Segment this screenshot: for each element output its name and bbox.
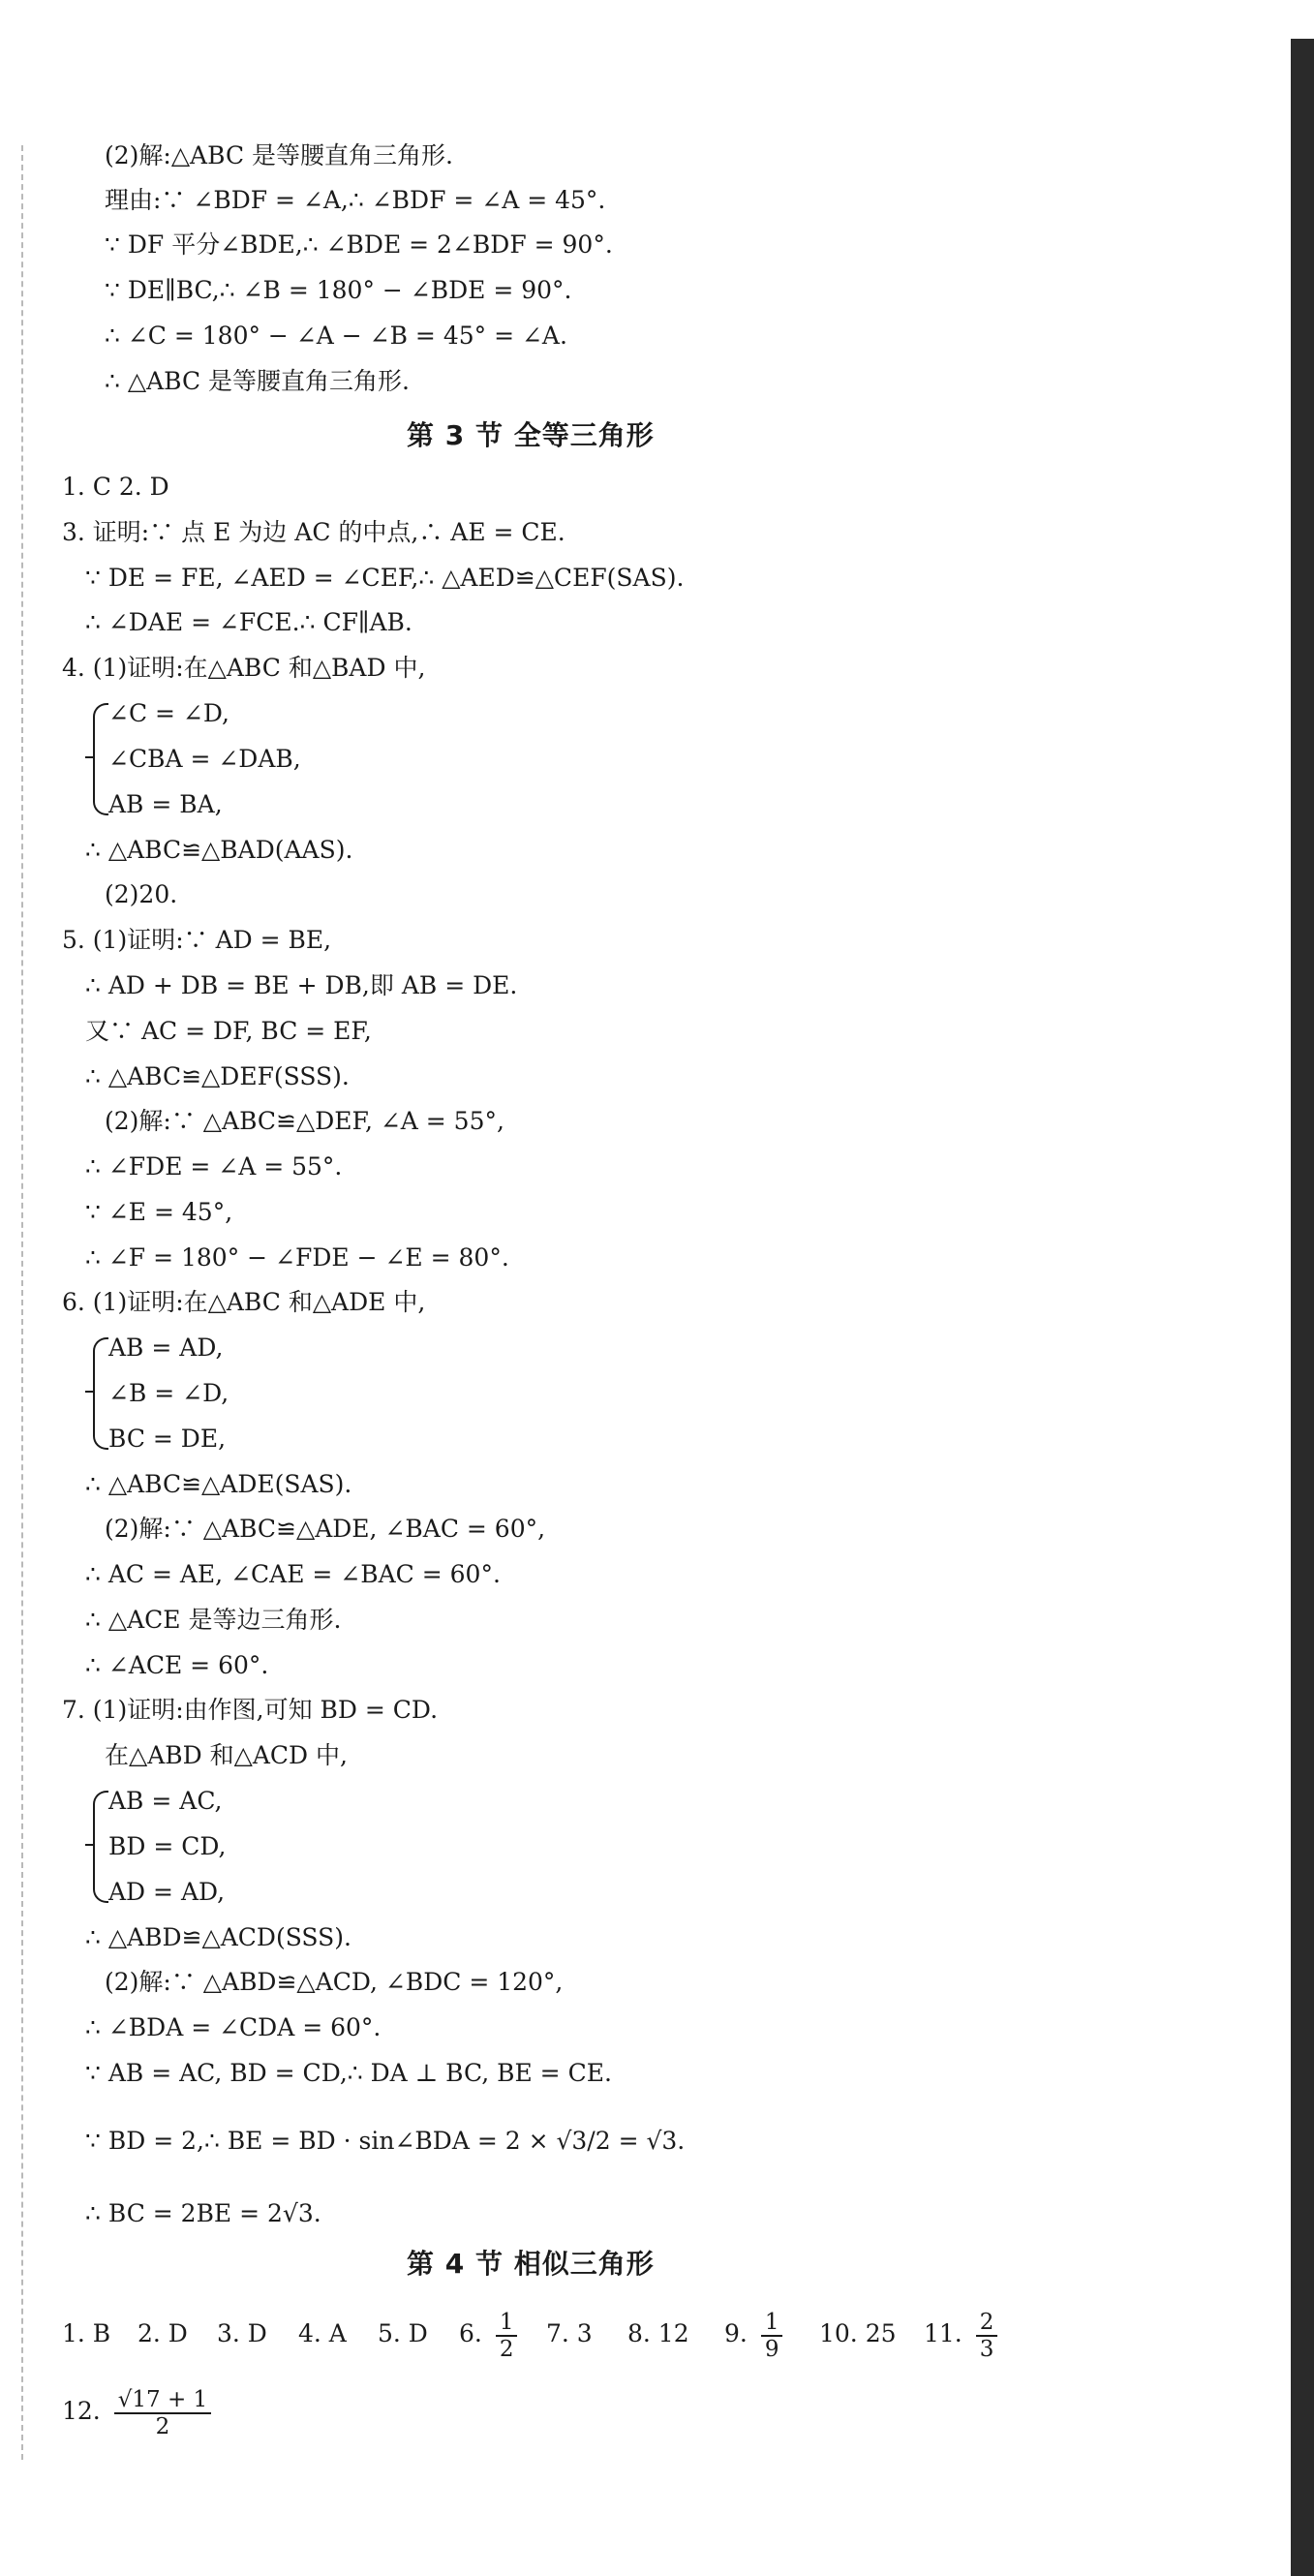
- text-line: ∴ △ABC≌△BAD(AAS).: [85, 836, 353, 864]
- text-line: ∴ △ACE 是等边三角形.: [85, 1606, 342, 1634]
- answer-6-label: 6.: [459, 2319, 482, 2347]
- condition-line: AB = AD,: [108, 1334, 224, 1362]
- text-line: ∴ BC = 2BE = 2√3.: [85, 2199, 321, 2227]
- answer-1: 1. B: [62, 2319, 111, 2347]
- answer-7: 7. 3: [546, 2319, 593, 2347]
- section-3-title: 第 3 节 全等三角形: [407, 419, 655, 451]
- text-line: ∴ ∠BDA = ∠CDA = 60°.: [85, 2013, 382, 2041]
- fraction-denominator: 2: [499, 2336, 514, 2362]
- text-line: ∴ AC = AE, ∠CAE = ∠BAC = 60°.: [85, 1560, 501, 1588]
- text-line: ∵ BD = 2,∴ BE = BD · sin∠BDA = 2 × √3/2 = √3.: [85, 2127, 686, 2155]
- text-line: ∴ ∠F = 180° − ∠FDE − ∠E = 80°.: [85, 1243, 509, 1272]
- text-line: ∴ △ABD≌△ACD(SSS).: [85, 1923, 351, 1951]
- answer-line: 1. C 2. D: [62, 473, 169, 501]
- answer-11-label: 11.: [924, 2319, 963, 2347]
- section-4-title: 第 4 节 相似三角形: [407, 2248, 655, 2280]
- condition-line: AB = AC,: [108, 1787, 223, 1815]
- text-line: (2)解:△ABC 是等腰直角三角形.: [105, 141, 453, 169]
- condition-line: BD = CD,: [108, 1832, 227, 1860]
- condition-line: ∠CBA = ∠DAB,: [108, 745, 301, 773]
- answer-12: [62, 2382, 211, 2440]
- text-line: ∴ △ABC≌△DEF(SSS).: [85, 1062, 350, 1090]
- condition-line: AD = AD,: [108, 1878, 226, 1906]
- answer-4: 4. A: [298, 2319, 347, 2347]
- text-line: 理由:∵ ∠BDF = ∠A,∴ ∠BDF = ∠A = 45°.: [105, 186, 606, 214]
- text-line: 4. (1)证明:在△ABC 和△BAD 中,: [62, 654, 426, 682]
- system-brace: [93, 703, 108, 815]
- text-line: ∴ ∠DAE = ∠FCE.∴ CF∥AB.: [85, 608, 413, 636]
- text-line: ∴ △ABC 是等腰直角三角形.: [105, 367, 410, 395]
- text-line: 6. (1)证明:在△ABC 和△ADE 中,: [62, 1288, 426, 1316]
- text-line: 3. 证明:∵ 点 E 为边 AC 的中点,∴ AE = CE.: [62, 518, 565, 546]
- answer-9: [724, 2305, 782, 2363]
- answer-8: 8. 12: [627, 2319, 689, 2347]
- text-line: 5. (1)证明:∵ AD = BE,: [62, 926, 332, 954]
- text-line: ∴ ∠FDE = ∠A = 55°.: [85, 1152, 343, 1181]
- text-line: ∴ AD + DB = BE + DB,即 AB = DE.: [85, 971, 518, 999]
- binding-dash-line: [21, 145, 23, 2460]
- fraction-denominator: 3: [979, 2336, 994, 2362]
- system-brace-tick: [85, 1844, 94, 1846]
- text-line: (2)解:∵ △ABC≌△ADE, ∠BAC = 60°,: [105, 1515, 546, 1543]
- answer-9-label: 9.: [724, 2319, 748, 2347]
- condition-line: ∠B = ∠D,: [108, 1379, 229, 1407]
- system-brace-tick: [85, 1391, 94, 1393]
- fraction-denominator: 9: [764, 2336, 779, 2362]
- system-brace: [93, 1791, 108, 1903]
- answer-12-label: 12.: [62, 2397, 101, 2425]
- answer-12-fraction: [114, 2387, 211, 2439]
- system-brace: [93, 1337, 108, 1450]
- answer-6: [459, 2305, 517, 2363]
- answer-6-fraction: [496, 2310, 518, 2362]
- answer-5: 5. D: [378, 2319, 428, 2347]
- fraction-numerator: 1: [761, 2310, 783, 2337]
- text-line: ∵ AB = AC, BD = CD,∴ DA ⊥ BC, BE = CE.: [85, 2059, 612, 2087]
- text-line: 在△ABD 和△ACD 中,: [105, 1741, 348, 1769]
- text-line: (2)20.: [105, 880, 178, 908]
- text-line: ∴ ∠C = 180° − ∠A − ∠B = 45° = ∠A.: [105, 322, 567, 350]
- text-line: ∵ DE = FE, ∠AED = ∠CEF,∴ △AED≌△CEF(SAS).: [85, 564, 685, 592]
- text-line: 又∵ AC = DF, BC = EF,: [85, 1017, 372, 1045]
- text-line: ∵ DE∥BC,∴ ∠B = 180° − ∠BDE = 90°.: [105, 276, 572, 304]
- condition-line: BC = DE,: [108, 1425, 227, 1453]
- text-line: ∵ DF 平分∠BDE,∴ ∠BDE = 2∠BDF = 90°.: [105, 230, 613, 259]
- fraction-denominator: 2: [155, 2413, 170, 2439]
- answer-11: [924, 2305, 997, 2363]
- condition-line: AB = BA,: [108, 790, 223, 818]
- text-line: ∴ △ABC≌△ADE(SAS).: [85, 1470, 352, 1498]
- text-line: ∴ ∠ACE = 60°.: [85, 1651, 269, 1679]
- fraction-numerator: 2: [976, 2310, 998, 2337]
- page-edge-shadow: [1291, 39, 1314, 2576]
- answer-3: 3. D: [217, 2319, 267, 2347]
- answer-11-fraction: [976, 2310, 998, 2362]
- fraction-numerator: 1: [496, 2310, 518, 2337]
- section-4-answers: [62, 2305, 1030, 2363]
- fraction-numerator: √17 + 1: [114, 2387, 211, 2414]
- text-line: 7. (1)证明:由作图,可知 BD = CD.: [62, 1696, 439, 1724]
- text-line: (2)解:∵ △ABC≌△DEF, ∠A = 55°,: [105, 1107, 504, 1135]
- answer-2: 2. D: [138, 2319, 188, 2347]
- condition-line: ∠C = ∠D,: [108, 699, 229, 727]
- text-line: ∵ ∠E = 45°,: [85, 1198, 233, 1226]
- answer-10: 10. 25: [819, 2319, 897, 2347]
- text-line: (2)解:∵ △ABD≌△ACD, ∠BDC = 120°,: [105, 1968, 564, 1996]
- system-brace-tick: [85, 756, 94, 758]
- answer-9-fraction: [761, 2310, 783, 2362]
